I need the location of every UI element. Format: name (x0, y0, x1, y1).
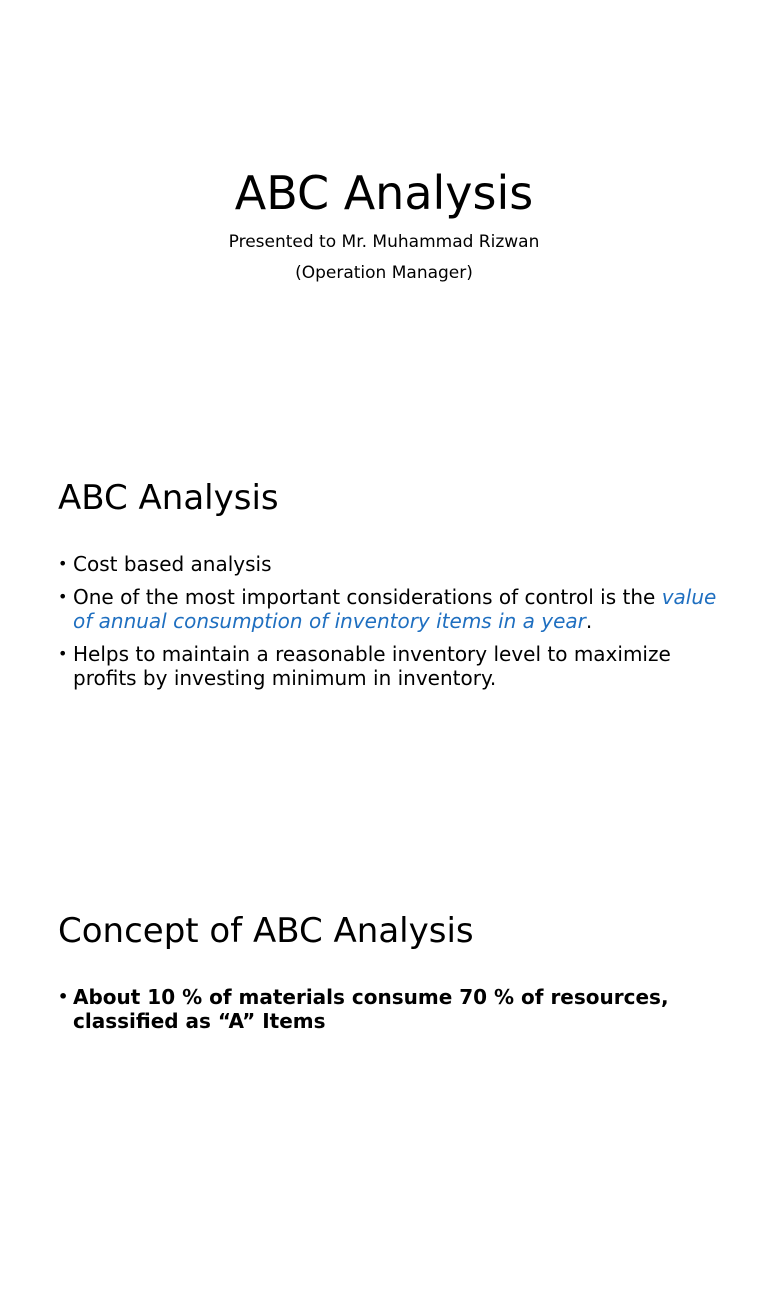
bullet-icon: • (58, 644, 68, 663)
bullet-icon: • (58, 987, 69, 1006)
slide-heading: ABC Analysis (58, 478, 279, 518)
bullet-list (58, 985, 718, 1042)
title-slide (0, 0, 768, 432)
bullet-text-end: . (585, 609, 593, 633)
abc-analysis-slide (0, 432, 768, 864)
presenter-role: (Operation Manager) (295, 263, 473, 283)
list-item (58, 585, 718, 633)
bullet-list (58, 552, 718, 699)
bullet-icon: • (58, 554, 68, 573)
emphasis-text: value of annual consumption of inventory items in a year (73, 585, 717, 633)
bullet-icon: • (58, 587, 68, 606)
bullet-text: One of the most important considerations of control is the (73, 585, 662, 609)
bullet-text: Cost based analysis (73, 552, 272, 576)
bullet-text: Helps to maintain a reasonable inventory level to maximize profits by investing minimum in inventory. (73, 642, 671, 690)
list-item (58, 552, 718, 576)
presenter-line: Presented to Mr. Muhammad Rizwan (228, 232, 540, 252)
concept-slide (0, 864, 768, 1296)
presentation-title: ABC Analysis (234, 166, 534, 220)
list-item (58, 985, 718, 1033)
list-item (58, 642, 718, 690)
bullet-text: About 10 % of materials consume 70 % of resources, classified as “A” Items (73, 985, 669, 1033)
slide-heading: Concept of ABC Analysis (58, 911, 474, 951)
